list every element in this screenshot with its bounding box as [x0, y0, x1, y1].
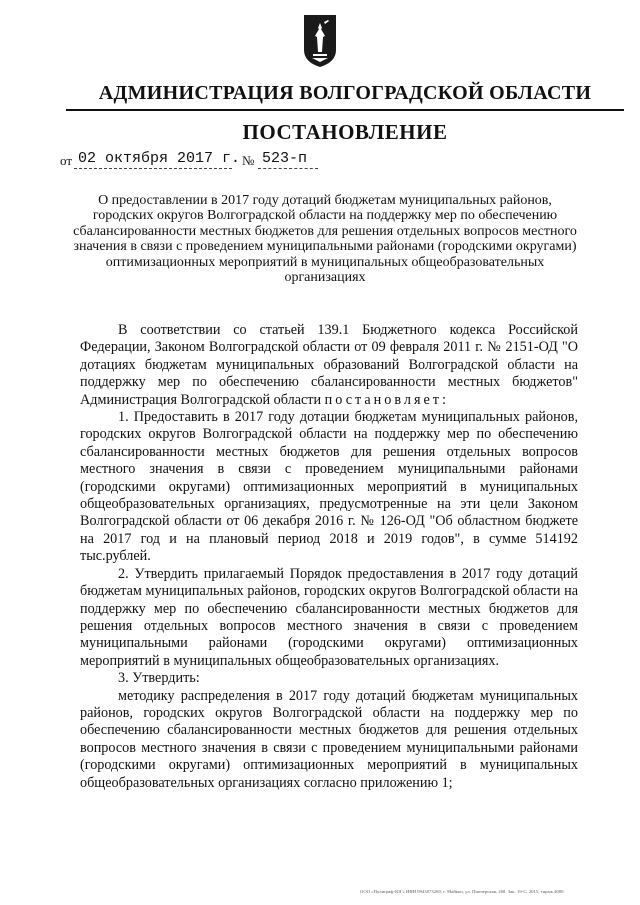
document-subject: О предоставлении в 2017 году дотаций бюджетам муниципальных районов, городских округов Волгоградской области на поддержку мер по обеспечению сбалансированности местных бюджетов для решения отдельных вопросов местного значения в связи с проведением муниципальными районами (городскими округами) оптимизационных мероприятий в муниципальных общеобразовательных организациях: [73, 193, 577, 286]
item-3-paragraph: 3. Утвердить:: [118, 670, 200, 687]
organization-title: АДМИНИСТРАЦИЯ ВОЛГОГРАДСКОЙ ОБЛАСТИ: [98, 82, 592, 104]
printing-info: ООО «Полиграф-ЮГ» ИНН 0943073269, г. Майкоп, ул. Пионерская, 268. Зак. 19-С, 2015, тираж 4000: [360, 889, 564, 894]
date-label: от: [60, 153, 73, 168]
header-divider: [66, 109, 624, 111]
document-body: [80, 322, 578, 792]
number-label: №: [242, 153, 255, 168]
preamble-verb: постановляет:: [324, 391, 449, 408]
item-2-paragraph: 2. Утвердить прилагаемый Порядок предоставления в 2017 году дотаций бюджетам муниципальных районов, городских округов Волгоградской области на поддержку мер по обеспечению сбалансированности местных бюджетов для решения отдельных вопросов местного значения в связи с проведением муниципальными районами (городскими округами) оптимизационных мероприятий в муниципальных общеобразовательных организациях.: [80, 565, 578, 669]
preamble-text: В соответствии со статьей 139.1 Бюджетного кодекса Российской Федерации, Законом Волгоградской области от 09 февраля 2011 г. № 2151-ОД "О дотациях бюджетам муниципальных образований Волгоградской области на поддержку мер по обеспечению сбалансированности местных бюджетов" Администрация Волгоградской области: [80, 322, 578, 408]
date-value: 02 октября 2017 г.: [74, 150, 232, 169]
document-type-heading: ПОСТАНОВЛЕНИЕ: [242, 120, 448, 144]
coat-of-arms-emblem: [303, 14, 337, 68]
preamble-paragraph: [80, 322, 578, 409]
item-3-sub-paragraph: методику распределения в 2017 году дотаций бюджетам муниципальных районов, городских округов Волгоградской области на поддержку мер по обеспечению сбалансированности местных бюджетов для решения отдельных вопросов местного значения в связи с проведением муниципальными районами (городскими округами) оптимизационных мероприятий в муниципальных общеобразовательных организациях согласно приложению 1;: [80, 687, 578, 791]
number-value: 523-п: [258, 150, 318, 169]
item-1-paragraph: 1. Предоставить в 2017 году дотации бюджетам муниципальных районов, городских округов Волгоградской области на поддержку мер по обеспечению сбалансированности местных бюджетов для решения отдельных вопросов местного значения в связи с проведением муниципальными районами (городскими округами) оптимизационных мероприятий в муниципальных общеобразовательных организациях, предусмотренные на эти цели Законом Волгоградской области от 06 декабря 2016 г. № 126-ОД "Об областном бюджете на 2017 год и на плановый период 2018 и 2019 годов", в сумме 514192 тыс.рублей.: [80, 409, 578, 565]
